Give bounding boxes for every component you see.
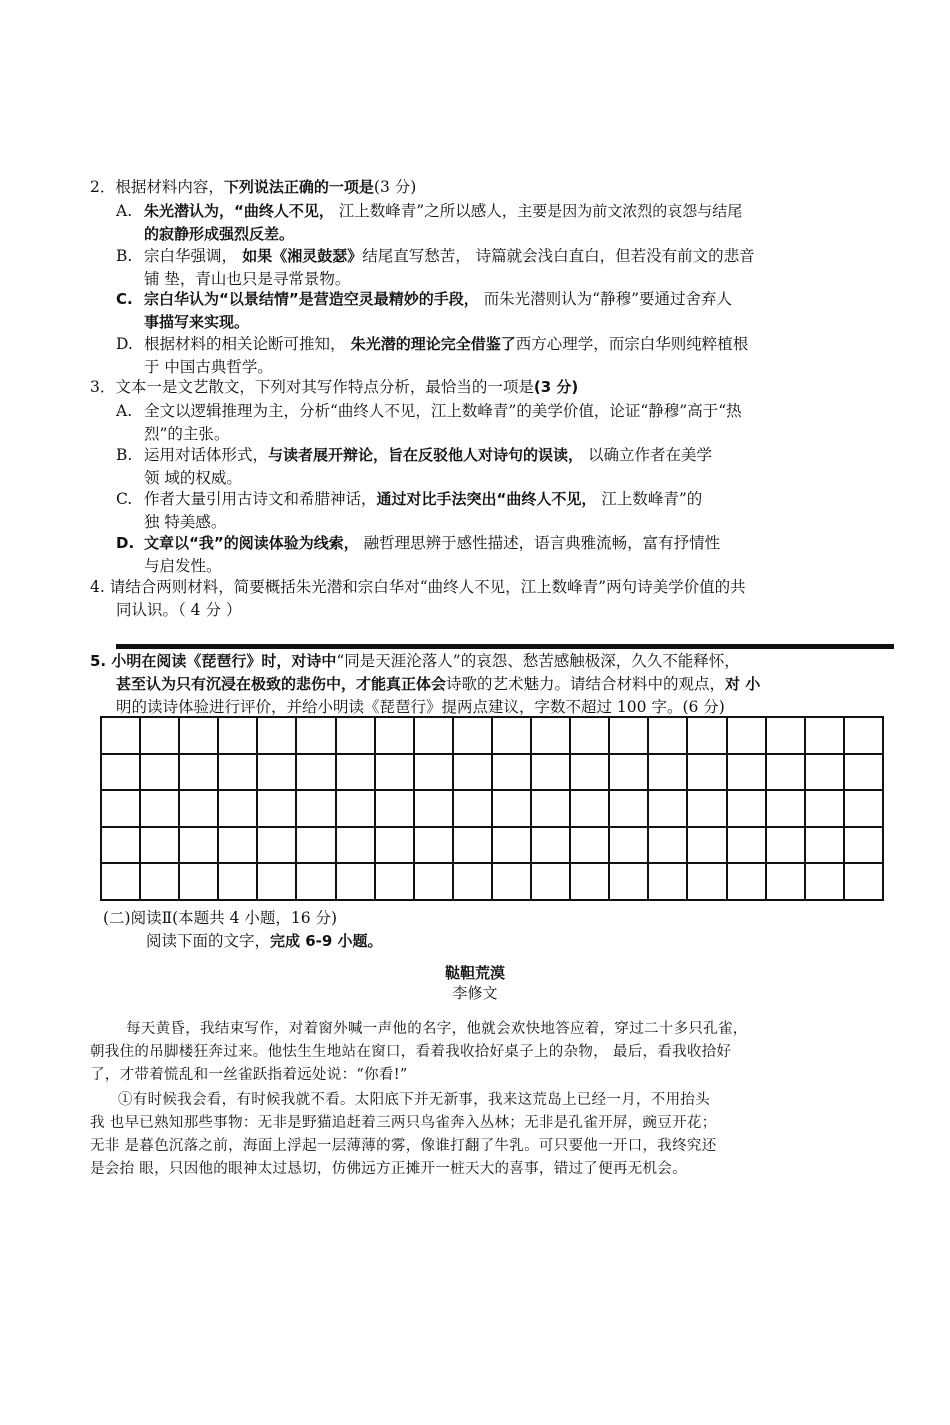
option-label: B. [116,446,133,464]
paragraph-line: 是会抬 眼，只因他的眼神太过恳切，仿佛远方正摊开一桩天大的喜事，错过了便再无机会。 [90,1161,687,1177]
q5-text: 诗歌的艺术魅力。请结合材料中的观点， [446,675,726,693]
answer-grid-cell[interactable] [845,864,884,901]
answer-grid-cell[interactable] [141,718,180,755]
answer-grid-cell[interactable] [532,864,571,901]
answer-grid-cell[interactable] [219,828,258,865]
answer-grid-cell[interactable] [767,718,806,755]
answer-grid-cell[interactable] [610,864,649,901]
option-text: 融哲理思辨于感性描述，语言典雅流畅，富有抒情性 [358,534,721,552]
q5-text: 对 小 [725,675,761,693]
answer-grid-cell[interactable] [649,864,688,901]
answer-grid-cell[interactable] [806,828,845,865]
q4-stem [90,576,746,622]
answer-grid-cell[interactable] [493,718,532,755]
article-title: 鞑靼荒漠 [444,964,505,982]
answer-grid-cell[interactable] [102,718,141,755]
answer-grid-cell[interactable] [258,791,297,828]
answer-grid-cell[interactable] [219,864,258,901]
option-text: 江上数峰青”之所以感人， [333,202,518,220]
option-text: 朱光潜的理论完全借鉴了 [345,335,516,353]
answer-grid[interactable] [100,716,884,901]
answer-grid-cell[interactable] [571,791,610,828]
answer-grid-cell[interactable] [415,755,454,792]
answer-grid-cell[interactable] [649,755,688,792]
q2-score: (3 分) [373,178,417,196]
option-text-cont: 铺 垫，青山也只是寻常景物。 [144,270,351,288]
answer-grid-cell[interactable] [376,828,415,865]
answer-grid-cell[interactable] [376,718,415,755]
answer-grid-cell[interactable] [688,791,727,828]
answer-grid-cell[interactable] [806,718,845,755]
option-label: B. [116,247,133,265]
answer-grid-cell[interactable] [767,755,806,792]
option-text-cont: 烈”的主张。 [144,425,230,443]
q5-text: 甚至认为只有沉浸在极致的悲伤中，才能真正体会 [116,675,447,693]
answer-grid-cell[interactable] [297,791,336,828]
q3-option-c [116,488,702,534]
q5-text: 5. 小明在阅读《琵琶行》时，对诗中 [90,652,337,670]
q3-option-b [116,444,712,490]
answer-grid-cell[interactable] [728,828,767,865]
answer-grid-cell[interactable] [297,828,336,865]
option-text: 西方心理学，而宗白华则纯粹植根 [515,335,749,353]
answer-grid-cell[interactable] [845,791,884,828]
option-text: 结尾直写愁苦， 诗篇就会浅白直白，但若没有前文的悲音 [362,247,755,265]
answer-grid-cell[interactable] [180,755,219,792]
answer-grid-cell[interactable] [806,755,845,792]
option-label: C. [116,290,133,308]
answer-grid-cell[interactable] [688,718,727,755]
answer-grid-cell[interactable] [806,791,845,828]
answer-grid-cell[interactable] [845,755,884,792]
answer-grid-cell[interactable] [767,791,806,828]
q3-stem [90,376,578,399]
q2-option-a [116,200,742,246]
answer-grid-cell[interactable] [493,791,532,828]
answer-grid-cell[interactable] [571,828,610,865]
answer-grid-cell[interactable] [493,828,532,865]
answer-grid-cell[interactable] [180,791,219,828]
answer-grid-cell[interactable] [102,791,141,828]
answer-grid-cell[interactable] [454,791,493,828]
answer-grid-cell[interactable] [376,864,415,901]
option-text: 运用对话体形式， [144,446,269,464]
answer-grid-cell[interactable] [219,718,258,755]
answer-grid-cell[interactable] [141,864,180,901]
answer-grid-cell[interactable] [571,718,610,755]
answer-grid-cell[interactable] [532,755,571,792]
answer-grid-cell[interactable] [297,755,336,792]
answer-grid-cell[interactable] [415,718,454,755]
option-text: 根据材料的相关论断可推知， [144,335,346,353]
answer-grid-cell[interactable] [180,718,219,755]
q4-line: 4. 请结合两则材料，简要概括朱光潜和宗白华对“曲终人不见，江上数峰青”两句诗美学价值的共 [90,578,746,596]
option-text: 以确立作者在美学 [583,446,712,464]
q3-score: (3 分) [533,378,579,396]
answer-grid-cell[interactable] [180,864,219,901]
answer-grid-cell[interactable] [376,755,415,792]
option-text-cont: 领 域的权威。 [144,469,242,487]
option-text: 作者大量引用古诗文和希腊神话， [144,490,377,508]
paragraph-line: 朝我住的吊脚楼狂奔过来。他怯生生地站在窗口，看着我收拾好桌子上的杂物， 最后，看我收拾好 [90,1044,732,1060]
answer-grid-cell[interactable] [102,755,141,792]
answer-grid-cell[interactable] [767,828,806,865]
answer-grid-cell[interactable] [337,755,376,792]
answer-grid-cell[interactable] [845,828,884,865]
q2-stem [90,176,416,199]
answer-grid-cell[interactable] [649,828,688,865]
option-label: A. [116,402,133,420]
answer-grid-cell[interactable] [767,864,806,901]
option-text-cont: 独 特美感。 [144,513,227,531]
option-text: 宗白华认为“以景结情”是营造空灵最精妙的手段， [144,290,479,308]
answer-grid-cell[interactable] [337,864,376,901]
option-text-cont: 于 中国古典哲学。 [144,358,273,376]
answer-grid-cell[interactable] [415,828,454,865]
answer-grid-cell[interactable] [337,791,376,828]
answer-grid-cell[interactable] [493,755,532,792]
answer-grid-cell[interactable] [688,828,727,865]
answer-grid-cell[interactable] [258,828,297,865]
q3-option-a [116,400,742,446]
answer-grid-cell[interactable] [141,828,180,865]
option-text-cont: 的寂静形成强烈反差。 [144,225,295,243]
answer-grid-cell[interactable] [454,718,493,755]
article-paragraph-2 [90,1089,717,1181]
q2-option-c [116,288,732,334]
option-label: D. [116,534,135,552]
answer-grid-cell[interactable] [415,864,454,901]
answer-grid-cell[interactable] [728,718,767,755]
answer-grid-cell[interactable] [102,828,141,865]
answer-grid-cell[interactable] [610,791,649,828]
q2-stem-text: 2．根据材料内容， [90,178,224,196]
option-text: 通过对比手法突出“曲终人不见， [376,490,597,508]
answer-grid-cell[interactable] [141,755,180,792]
option-label: A. [116,202,133,220]
answer-grid-cell[interactable] [454,864,493,901]
option-text: 主要是因为前文浓烈的哀怨与结尾 [517,202,743,220]
answer-grid-cell[interactable] [688,755,727,792]
answer-grid-cell[interactable] [571,755,610,792]
option-text: 而朱光潜则认为“静穆”要通过舍弃人 [478,290,733,308]
q4-line: 同认识。（ 4 分 ） [116,601,242,619]
answer-grid-cell[interactable] [219,755,258,792]
section-heading: (二)阅读Ⅱ(本题共 4 小题，16 分) [103,909,338,927]
paragraph-line: 了，才带着慌乱和一丝雀跃指着远处说：“你看!” [90,1067,408,1083]
instruction-text: 阅读下面的文字， [146,932,271,950]
answer-grid-cell[interactable] [610,828,649,865]
paragraph-line: 我 也早已熟知那些事物：无非是野猫追赶着三两只鸟雀奔入丛林；无非是孔雀开屏，豌豆开花； [90,1115,717,1131]
answer-grid-cell[interactable] [180,828,219,865]
paragraph-line: 每天黄昏，我结束写作，对着窗外喊一声他的名字，他就会欢快地答应着，穿过二十多只孔雀， [126,1021,748,1037]
q2-option-d [116,333,748,379]
answer-grid-cell[interactable] [728,755,767,792]
q2-option-b [116,245,755,291]
option-label: C. [116,490,133,508]
answer-grid-cell[interactable] [297,864,336,901]
option-text: 宗白华强调， [144,247,238,265]
answer-grid-cell[interactable] [610,755,649,792]
q5-text: “同是天涯沦落人”的哀怨、愁苦感触极深，久久不能释怀， [336,652,740,670]
answer-grid-cell[interactable] [219,791,258,828]
article-paragraph-1 [90,1018,748,1087]
answer-grid-cell[interactable] [376,791,415,828]
answer-grid-cell[interactable] [258,718,297,755]
answer-grid-cell[interactable] [571,864,610,901]
answer-grid-cell[interactable] [337,718,376,755]
answer-grid-cell[interactable] [454,828,493,865]
paragraph-line: 无非 是暮色沉落之前，海面上浮起一层薄薄的雾，像谁打翻了牛乳。可只要他一开口，我终究还 [90,1138,717,1154]
section-instruction [146,930,383,953]
option-text: 如果《湘灵鼓瑟》 [237,247,363,265]
answer-grid-cell[interactable] [610,718,649,755]
answer-grid-cell[interactable] [141,791,180,828]
q2-stem-bold: 下列说法正确的一项是 [223,178,374,196]
article-author: 李修文 [452,984,498,1002]
answer-grid-cell[interactable] [845,718,884,755]
answer-grid-cell[interactable] [649,791,688,828]
answer-grid-cell[interactable] [415,791,454,828]
answer-grid-cell[interactable] [258,755,297,792]
instruction-text: 完成 6-9 小题。 [270,932,383,950]
answer-grid-cell[interactable] [728,791,767,828]
answer-grid-cell[interactable] [688,864,727,901]
option-text: 朱光潜认为，“曲终人不见， [144,202,334,220]
answer-grid-cell[interactable] [337,828,376,865]
answer-grid-cell[interactable] [532,828,571,865]
option-text: 江上数峰青”的 [596,490,703,508]
answer-grid-cell[interactable] [102,864,141,901]
option-label: D. [116,335,133,353]
answer-grid-cell[interactable] [454,755,493,792]
answer-grid-cell[interactable] [728,864,767,901]
answer-grid-cell[interactable] [297,718,336,755]
q3-stem-text: 3．文本一是文艺散文，下列对其写作特点分析，最恰当的一项是 [90,378,534,396]
q3-option-d [116,532,720,578]
answer-grid-cell[interactable] [806,864,845,901]
answer-grid-cell[interactable] [258,864,297,901]
option-text-cont: 与启发性。 [144,557,222,575]
option-text: 全文以逻辑推理为主，分析“曲终人不见，江上数峰青”的美学价值，论证“静穆”高于“热 [144,402,742,420]
option-text: 与读者展开辩论，旨在反驳他人对诗句的误读， [268,446,584,464]
option-text-cont: 事描写来实现。 [144,313,250,331]
paragraph-line: ①有时候我会看，有时候我就不看。太阳底下并无新事，我来这荒岛上已经一月，不用抬头 [118,1092,710,1108]
answer-grid-cell[interactable] [532,791,571,828]
divider-rule [116,644,894,649]
q5-stem [90,650,760,719]
option-text: 文章以“我”的阅读体验为线索， [144,534,359,552]
answer-grid-cell[interactable] [532,718,571,755]
q5-text: 明的读诗体验进行评价，并给小明读《琵琶行》提两点建议，字数不超过 100 字。(6 分) [116,698,725,716]
answer-grid-cell[interactable] [649,718,688,755]
answer-grid-cell[interactable] [493,864,532,901]
